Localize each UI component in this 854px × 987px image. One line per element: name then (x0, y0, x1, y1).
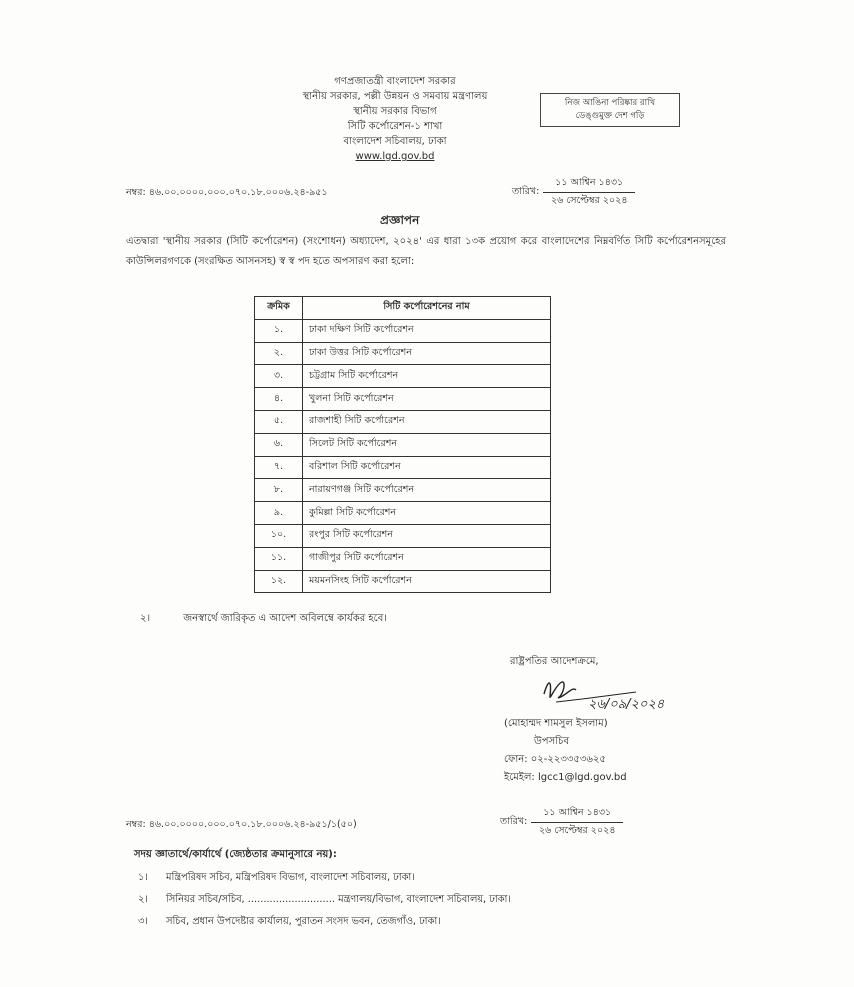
table-row (255, 342, 551, 365)
row-serial: ৮. (255, 479, 303, 502)
row-name: সিলেট সিটি কর্পোরেশন (303, 433, 551, 456)
list-item-number: ৩। (138, 916, 148, 927)
header-website: www.lgd.gov.bd (355, 151, 435, 162)
signatory-phone: ফোন: ০২-২২৩৩৫৩৬২৫ (504, 754, 606, 765)
date-bangla-1: ১১ আশ্বিন ১৪৩১ (543, 176, 635, 193)
row-serial: ১২. (255, 570, 303, 593)
table-row (255, 524, 551, 547)
header-line-ministry: স্থানীয় সরকার, পল্লী উন্নয়ন ও সমবায় মন্ত্রণালয় (302, 91, 488, 102)
list-item (138, 867, 511, 889)
table-row (255, 456, 551, 479)
date-stack-1 (543, 176, 635, 209)
signature-stroke (544, 682, 576, 698)
col-serial-header: ক্রমিক (255, 297, 303, 320)
row-serial: ৯. (255, 502, 303, 525)
signatory-name: (মোহাম্মদ শামসুল ইসলাম) (504, 718, 608, 729)
list-item-text: সচিব, প্রধান উপদেষ্টার কার্যালয়, পুরাতন সংসদ ভবন, তেজগাঁও, ঢাকা। (166, 916, 441, 927)
notification-title: প্রজ্ঞাপন (380, 213, 420, 227)
memo-number-1: নম্বর: ৪৬.০০.০০০০.০০০.০৭০.১৮.০০০৬.২৪-৯৫১ (126, 187, 328, 198)
row-serial: ২. (255, 342, 303, 365)
row-name: ঢাকা দক্ষিণ সিটি কর্পোরেশন (303, 319, 551, 342)
row-serial: ৪. (255, 388, 303, 411)
clause-2-text: জনস্বার্থে জারিকৃত এ আদেশ অবিলম্বে কার্যকর হবে। (183, 613, 387, 624)
row-name: ময়মনসিংহ সিটি কর্পোরেশন (303, 570, 551, 593)
col-name-header: সিটি কর্পোরেশনের নাম (303, 297, 551, 320)
clause-2 (140, 611, 387, 628)
row-name: ঢাকা উত্তর সিটি কর্পোরেশন (303, 342, 551, 365)
header-line-division: স্থানীয় সরকার বিভাগ (353, 106, 437, 117)
list-item (138, 889, 511, 911)
table-row (255, 479, 551, 502)
row-name: খুলনা সিটি কর্পোরেশন (303, 388, 551, 411)
row-serial: ১. (255, 319, 303, 342)
table-row (255, 410, 551, 433)
date-label-2: তারিখ: (500, 816, 528, 827)
city-corporation-table (254, 296, 551, 593)
row-name: বরিশাল সিটি কর্পোরেশন (303, 456, 551, 479)
table-row (255, 319, 551, 342)
table-row (255, 388, 551, 411)
row-serial: ৫. (255, 410, 303, 433)
row-serial: ১১. (255, 547, 303, 570)
header-line-secretariat: বাংলাদেশ সচিবালয়, ঢাকা (343, 136, 447, 147)
table-row (255, 433, 551, 456)
header-line-govt: গণপ্রজাতন্ত্রী বাংলাদেশ সরকার (334, 76, 456, 87)
letterhead (230, 74, 560, 164)
list-item (138, 911, 511, 933)
signatory-designation: উপসচিব (534, 736, 570, 747)
row-serial: ৭. (255, 456, 303, 479)
table-header-row (255, 297, 551, 320)
handwritten-signature (536, 672, 686, 716)
date-english-1: ২৬ সেপ্টেম্বর ২০২৪ (550, 195, 628, 206)
header-line-branch: সিটি কর্পোরেশন-১ শাখা (347, 121, 443, 132)
memo-number-2: নম্বর: ৪৬.০০.০০০০.০০০.০৭০.১৮.০০০৬.২৪-৯৫১/১(৫০) (126, 819, 357, 830)
clause-2-number: ২। (140, 613, 151, 624)
list-item-text: সিনিয়র সচিব/সচিব, ............................ মন্ত্রণালয়/বিভাগ, বাংলাদেশ সচিবালয়, ঢাকা। (166, 894, 511, 905)
date-block-1 (512, 176, 635, 209)
signatory-email: ইমেইল: lgcc1@lgd.gov.bd (504, 772, 627, 783)
list-item-text: মন্ত্রিপরিষদ সচিব, মন্ত্রিপরিষদ বিভাগ, বাংলাদেশ সচিবালয়, ঢাকা। (166, 872, 415, 883)
row-name: কুমিল্লা সিটি কর্পোরেশন (303, 502, 551, 525)
row-name: গাজীপুর সিটি কর্পোরেশন (303, 547, 551, 570)
row-name: চট্টগ্রাম সিটি কর্পোরেশন (303, 365, 551, 388)
presidential-order-text: রাষ্ট্রপতির আদেশক্রমে, (510, 656, 599, 667)
date-block-2 (500, 806, 623, 839)
notification-body: এতদ্বারা 'স্থানীয় সরকার (সিটি কর্পোরেশন) (সংশোধন) অধ্যাদেশ, ২০২৪' এর ধারা ১৩ক প্রয়োগ করে বাংলাদেশের নিম্নবর্ণিত সিটি কর্পোরেশনসমূহের কাউন্সিলরগণকে (সংরক্ষিত আসনসহ) স্ব স্ব পদ হতে অপসারণ করা হলো: (126, 236, 726, 267)
date-english-2: ২৬ সেপ্টেম্বর ২০২৪ (538, 825, 616, 836)
signature-date: ২৬/০৯/২০২৪ (588, 697, 665, 712)
date-stack-2 (531, 806, 623, 839)
table-row (255, 547, 551, 570)
distribution-list (138, 867, 511, 933)
row-serial: ৬. (255, 433, 303, 456)
date-bangla-2: ১১ আশ্বিন ১৪৩১ (531, 806, 623, 823)
table-row (255, 502, 551, 525)
list-item-number: ১। (138, 872, 148, 883)
row-serial: ১০. (255, 524, 303, 547)
table-row (255, 570, 551, 593)
motto-line-1: নিজ আঙিনা পরিষ্কার রাখি (564, 98, 656, 108)
list-item-number: ২। (138, 894, 148, 905)
table-row (255, 365, 551, 388)
motto-box (540, 93, 680, 127)
motto-line-2: ডেঙ্গুমুক্ত দেশ গড়ি (575, 111, 645, 121)
row-name: রংপুর সিটি কর্পোরেশন (303, 524, 551, 547)
distribution-title: সদয় জ্ঞাতার্থে/কার্যার্থে (জ্যেষ্ঠতার ক্রমানুসারে নয়): (134, 849, 337, 860)
signatory-block (504, 715, 627, 787)
date-label-1: তারিখ: (512, 186, 540, 197)
row-name: রাজশাহী সিটি কর্পোরেশন (303, 410, 551, 433)
row-serial: ৩. (255, 365, 303, 388)
row-name: নারায়ণগঞ্জ সিটি কর্পোরেশন (303, 479, 551, 502)
